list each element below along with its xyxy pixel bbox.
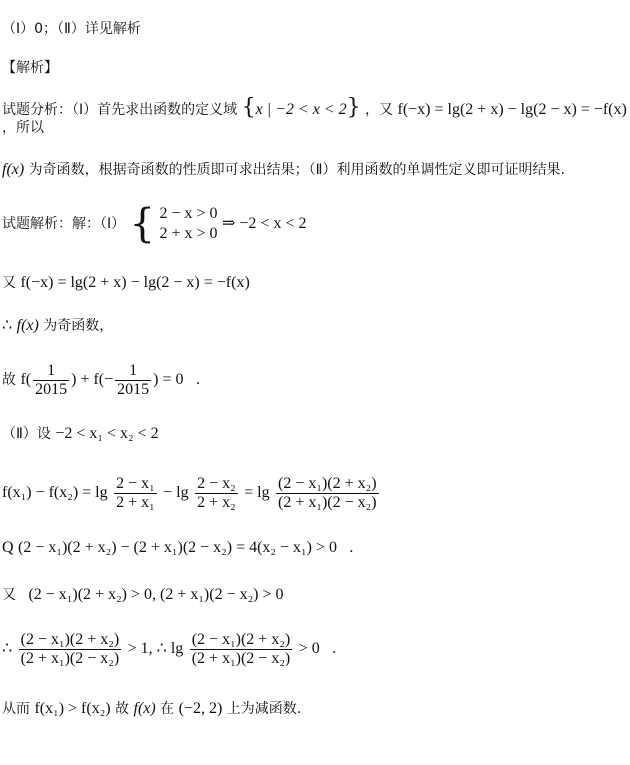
ratio-num: (2 − x₁)(2 + x₂) bbox=[20, 630, 120, 648]
again-label: 又 bbox=[2, 275, 16, 291]
frac-3-num: (2 − x₁)(2 + x₂) bbox=[278, 474, 377, 492]
diff-eq-lg: = lg bbox=[244, 484, 270, 501]
also-eq: (2 − x₁)(2 + x₂) > 0, (2 + x₁)(2 − x₂) > 0 bbox=[28, 586, 284, 603]
frac-2-den: 2 + x₂ bbox=[197, 493, 236, 511]
analysis-line-2 bbox=[2, 160, 565, 180]
therefore-symbol: ∴ bbox=[2, 317, 13, 334]
fraction-num: 1 bbox=[115, 362, 151, 381]
again-eq: f(−x) = lg(2 + x) − lg(2 − x) = −f(x) bbox=[20, 274, 250, 291]
analysis-fx: f(x) bbox=[2, 161, 25, 178]
analysis-heading: 【解析】 bbox=[2, 60, 58, 76]
difference-line bbox=[2, 472, 381, 514]
conclusion-prefix: 从而 bbox=[2, 701, 30, 717]
odd-fx: f(x) bbox=[16, 317, 39, 334]
sum-mid: ) + f(− bbox=[71, 371, 114, 388]
conclusion-end: 上为减函数. bbox=[226, 701, 302, 717]
conclusion-interval: (−2, 2) bbox=[178, 700, 223, 717]
ratio-den: (2 + x₁)(2 − x₂) bbox=[191, 649, 291, 667]
ratio-den: (2 + x₁)(2 − x₂) bbox=[20, 649, 120, 667]
ratio-gt1: > 1, ∴ lg bbox=[127, 640, 184, 657]
also-line bbox=[2, 585, 284, 605]
frac-3 bbox=[276, 475, 379, 512]
ratio-line bbox=[2, 628, 336, 670]
because-symbol: Q bbox=[2, 539, 14, 556]
again-line bbox=[2, 273, 250, 293]
conclusion-in: 在 bbox=[160, 701, 175, 717]
ratio-period: . bbox=[332, 640, 337, 657]
conclusion-fx: f(x) bbox=[133, 700, 156, 717]
system-row-1: 2 − x > 0 bbox=[159, 205, 218, 222]
odd-text: 为奇函数， bbox=[43, 318, 114, 334]
diff-lhs: f(x₁) − f(x₂) = lg bbox=[2, 484, 108, 501]
system-result: ⇒ −2 < x < 2 bbox=[222, 215, 307, 232]
solution-part1 bbox=[2, 202, 306, 246]
analysis-odd-eq: f(−x) = lg(2 + x) − lg(2 − x) = −f(x) bbox=[397, 101, 627, 118]
frac-1-num: 2 − x₁ bbox=[116, 474, 155, 492]
fraction-num: 1 bbox=[33, 362, 69, 381]
analysis-line-1 bbox=[2, 95, 627, 120]
analysis-mid: ，又 bbox=[365, 102, 394, 118]
part2-condition: −2 < x₁ < x₂ < 2 bbox=[55, 425, 159, 442]
ratio-frac-2 bbox=[190, 631, 293, 668]
set-open-brace: { bbox=[241, 95, 256, 120]
fraction-den: 2015 bbox=[35, 380, 68, 398]
sum-end: ) = 0 bbox=[153, 371, 184, 388]
because-eq: (2 − x₁)(2 + x₂) − (2 + x₁)(2 − x₂) = 4(x₂ − x₁) > 0 bbox=[18, 539, 337, 556]
system-row-2: 2 + x > 0 bbox=[159, 225, 218, 242]
system-brace: { bbox=[129, 201, 156, 247]
frac-2 bbox=[195, 475, 238, 512]
part2-line bbox=[2, 424, 159, 444]
ratio-gt0: > 0 bbox=[298, 640, 320, 657]
analysis-suffix: ，所以 bbox=[2, 120, 44, 136]
conclusion-ineq: f(x₁) > f(x₂) bbox=[34, 700, 111, 717]
analysis-prefix: 试题分析：（Ⅰ）首先求出函数的定义域 bbox=[2, 102, 238, 118]
fraction-1-over-2015 bbox=[33, 362, 69, 399]
ratio-therefore: ∴ bbox=[2, 640, 13, 657]
answer-line: （Ⅰ）0；（Ⅱ）详见解析 bbox=[2, 21, 141, 37]
fraction-den: 2015 bbox=[117, 380, 150, 398]
frac-3-den: (2 + x₁)(2 − x₂) bbox=[278, 493, 377, 511]
sum-f1: f( bbox=[20, 371, 32, 388]
fraction-neg-1-over-2015 bbox=[115, 362, 151, 399]
diff-minus-lg: − lg bbox=[163, 484, 189, 501]
analysis-line2-text: 为奇函数，根据奇函数的性质即可求出结果；（Ⅱ）利用函数的单调性定义即可证明结果. bbox=[28, 162, 565, 178]
so-label: 故 bbox=[2, 372, 16, 388]
frac-2-num: 2 − x₂ bbox=[197, 474, 236, 492]
domain-set: x | −2 < x < 2 bbox=[255, 101, 347, 118]
sum-period: . bbox=[195, 371, 200, 388]
part2-label: （Ⅱ）设 bbox=[2, 426, 51, 442]
frac-1-den: 2 + x₁ bbox=[116, 493, 155, 511]
set-close-brace: } bbox=[346, 95, 361, 120]
also-label: 又 bbox=[2, 587, 16, 603]
ratio-num: (2 − x₁)(2 + x₂) bbox=[191, 630, 291, 648]
conclusion-mid: 故 bbox=[115, 701, 130, 717]
conclusion-line bbox=[2, 699, 301, 719]
frac-1 bbox=[114, 475, 157, 512]
because-period: . bbox=[349, 539, 354, 556]
solution-label: 试题解析：解：（Ⅰ） bbox=[2, 216, 126, 232]
ratio-frac-1 bbox=[19, 631, 122, 668]
odd-line bbox=[2, 316, 113, 336]
sum-line bbox=[2, 360, 200, 400]
because-line bbox=[2, 538, 353, 558]
inequality-system bbox=[160, 204, 218, 244]
